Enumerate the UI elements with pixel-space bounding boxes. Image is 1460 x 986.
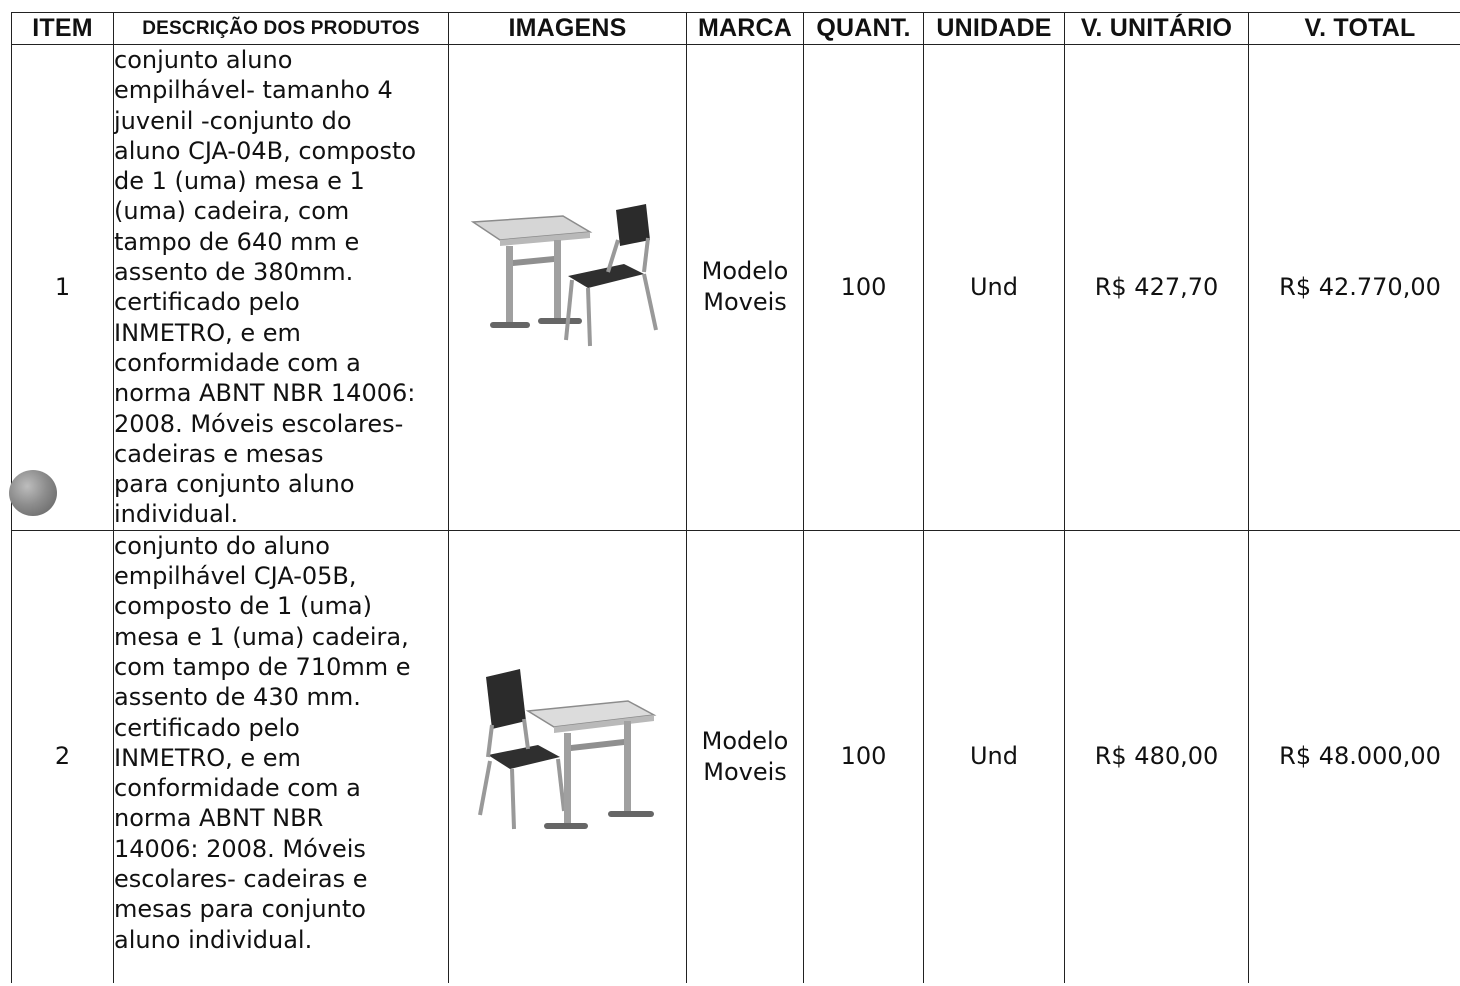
header-v-unitario: V. UNITÁRIO: [1065, 13, 1249, 45]
header-quant: QUANT.: [804, 13, 924, 45]
gray-sphere-icon: [9, 470, 57, 516]
unit-cell: Und: [924, 530, 1065, 983]
brand-text: Modelo Moveis: [701, 726, 789, 786]
header-marca: MARCA: [687, 13, 804, 45]
school-chair-and-desk-icon: [468, 665, 668, 845]
total-price-cell: R$ 48.000,00: [1249, 530, 1460, 983]
product-description: [114, 530, 449, 983]
table-row: [12, 530, 1460, 983]
item-number: 2: [12, 530, 114, 983]
product-image: [449, 45, 687, 531]
total-price-cell: R$ 42.770,00: [1249, 45, 1460, 531]
brand-text: Modelo Moveis: [701, 257, 789, 317]
quantity-cell: 100: [804, 530, 924, 983]
header-unidade: UNIDADE: [924, 13, 1065, 45]
header-row: [12, 13, 1460, 45]
product-description-text: conjunto aluno empilhável- tamanho 4 juvenil -conjunto do aluno CJA-04B, composto de 1 (uma) mesa e 1 (uma) cadeira, com tampo de 640 mm e assento de 380mm. certificado pelo INMETRO, e em conformidade com a norma ABNT NBR 14006: 2008. Móveis escolares- cadeiras e mesas para conjunto aluno individual.: [114, 46, 417, 529]
item-number: 1: [12, 45, 114, 531]
header-v-total: V. TOTAL: [1249, 13, 1460, 45]
unit-price-cell: R$ 480,00: [1065, 530, 1249, 983]
quantity-cell: 100: [804, 45, 924, 531]
table-row: [12, 45, 1460, 531]
header-item: ITEM: [12, 13, 114, 45]
product-description-text: conjunto do aluno empilhável CJA-05B, composto de 1 (uma) mesa e 1 (uma) cadeira, com tampo de 710mm e assento de 430 mm. certificado pelo INMETRO, e em conformidade com a norma ABNT NBR 14006: 2008. Móveis escolares- cadeiras e mesas para conjunto aluno individual.: [114, 531, 411, 954]
products-table: [11, 12, 1460, 983]
header-descricao: DESCRIÇÃO DOS PRODUTOS: [114, 13, 449, 45]
product-image: [449, 530, 687, 983]
header-imagens: IMAGENS: [449, 13, 687, 45]
unit-cell: Und: [924, 45, 1065, 531]
brand-cell: [687, 530, 804, 983]
school-desk-and-chair-icon: [468, 200, 668, 370]
unit-price-cell: R$ 427,70: [1065, 45, 1249, 531]
brand-cell: [687, 45, 804, 531]
product-description: [114, 45, 449, 531]
